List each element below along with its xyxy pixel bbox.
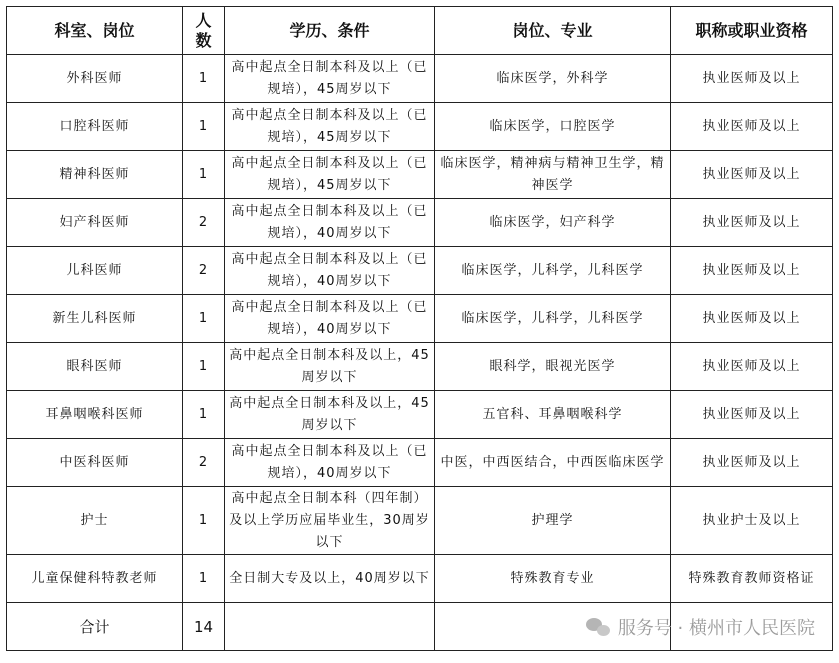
cell-major: 临床医学，精神病与精神卫生学，精神医学 (435, 151, 671, 199)
table-row (7, 55, 833, 103)
header-education: 学历、条件 (225, 7, 435, 55)
header-dept: 科室、岗位 (7, 7, 183, 55)
cell-title: 执业医师及以上 (671, 199, 833, 247)
watermark (586, 613, 815, 641)
cell-title: 执业医师及以上 (671, 103, 833, 151)
cell-education: 高中起点全日制本科及以上（已规培），45周岁以下 (225, 151, 435, 199)
cell-count: 1 (183, 103, 225, 151)
header-major: 岗位、专业 (435, 7, 671, 55)
cell-dept: 外科医师 (7, 55, 183, 103)
cell-title: 执业医师及以上 (671, 295, 833, 343)
cell-count: 2 (183, 247, 225, 295)
cell-education: 高中起点全日制本科及以上（已规培），45周岁以下 (225, 103, 435, 151)
cell-education: 高中起点全日制本科及以上（已规培），40周岁以下 (225, 247, 435, 295)
cell-major: 临床医学，儿科学，儿科医学 (435, 247, 671, 295)
cell-dept: 新生儿科医师 (7, 295, 183, 343)
cell-major: 护理学 (435, 487, 671, 555)
table-row (7, 343, 833, 391)
cell-major: 临床医学，儿科学，儿科医学 (435, 295, 671, 343)
cell-education: 全日制大专及以上，40周岁以下 (225, 555, 435, 603)
cell-education: 高中起点全日制本科及以上（已规培），40周岁以下 (225, 439, 435, 487)
recruitment-table (6, 6, 833, 651)
cell-count: 1 (183, 487, 225, 555)
cell-count: 2 (183, 199, 225, 247)
table-row (7, 199, 833, 247)
cell-title: 执业医师及以上 (671, 55, 833, 103)
total-count: 14 (183, 603, 225, 651)
cell-count: 1 (183, 343, 225, 391)
table-row (7, 487, 833, 555)
wechat-icon (586, 616, 612, 638)
cell-title: 执业医师及以上 (671, 391, 833, 439)
table-row (7, 439, 833, 487)
total-label: 合计 (7, 603, 183, 651)
table-row (7, 151, 833, 199)
cell-major: 特殊教育专业 (435, 555, 671, 603)
cell-count: 1 (183, 151, 225, 199)
header-count (183, 7, 225, 55)
cell-title: 执业医师及以上 (671, 343, 833, 391)
table-row (7, 391, 833, 439)
cell-count: 2 (183, 439, 225, 487)
cell-dept: 眼科医师 (7, 343, 183, 391)
header-count-label: 人 数 (195, 10, 212, 50)
cell-major: 临床医学，妇产科学 (435, 199, 671, 247)
cell-dept: 耳鼻咽喉科医师 (7, 391, 183, 439)
cell-education: 高中起点全日制本科（四年制）及以上学历应届毕业生，30周岁以下 (225, 487, 435, 555)
cell-major: 五官科、耳鼻咽喉科学 (435, 391, 671, 439)
cell-education: 高中起点全日制本科及以上，45周岁以下 (225, 391, 435, 439)
cell-dept: 中医科医师 (7, 439, 183, 487)
cell-education: 高中起点全日制本科及以上（已规培），45周岁以下 (225, 55, 435, 103)
total-empty-cell (225, 603, 435, 651)
cell-education: 高中起点全日制本科及以上（已规培），40周岁以下 (225, 295, 435, 343)
watermark-text: 服务号 · 横州市人民医院 (617, 618, 815, 639)
cell-major: 中医，中西医结合，中西医临床医学 (435, 439, 671, 487)
cell-title: 特殊教育教师资格证 (671, 555, 833, 603)
table-row (7, 103, 833, 151)
table-header-row (7, 7, 833, 55)
cell-title: 执业医师及以上 (671, 151, 833, 199)
cell-dept: 儿童保健科特教老师 (7, 555, 183, 603)
table-row (7, 247, 833, 295)
cell-education: 高中起点全日制本科及以上（已规培），40周岁以下 (225, 199, 435, 247)
cell-dept: 口腔科医师 (7, 103, 183, 151)
cell-title: 执业医师及以上 (671, 247, 833, 295)
header-title: 职称或职业资格 (671, 7, 833, 55)
cell-dept: 精神科医师 (7, 151, 183, 199)
cell-title: 执业医师及以上 (671, 439, 833, 487)
cell-major: 眼科学，眼视光医学 (435, 343, 671, 391)
cell-major: 临床医学，口腔医学 (435, 103, 671, 151)
cell-title: 执业护士及以上 (671, 487, 833, 555)
cell-count: 1 (183, 55, 225, 103)
cell-dept: 护士 (7, 487, 183, 555)
cell-count: 1 (183, 391, 225, 439)
table-row (7, 555, 833, 603)
cell-count: 1 (183, 555, 225, 603)
cell-major: 临床医学，外科学 (435, 55, 671, 103)
cell-count: 1 (183, 295, 225, 343)
cell-dept: 妇产科医师 (7, 199, 183, 247)
cell-dept: 儿科医师 (7, 247, 183, 295)
table-row (7, 295, 833, 343)
cell-education: 高中起点全日制本科及以上，45周岁以下 (225, 343, 435, 391)
